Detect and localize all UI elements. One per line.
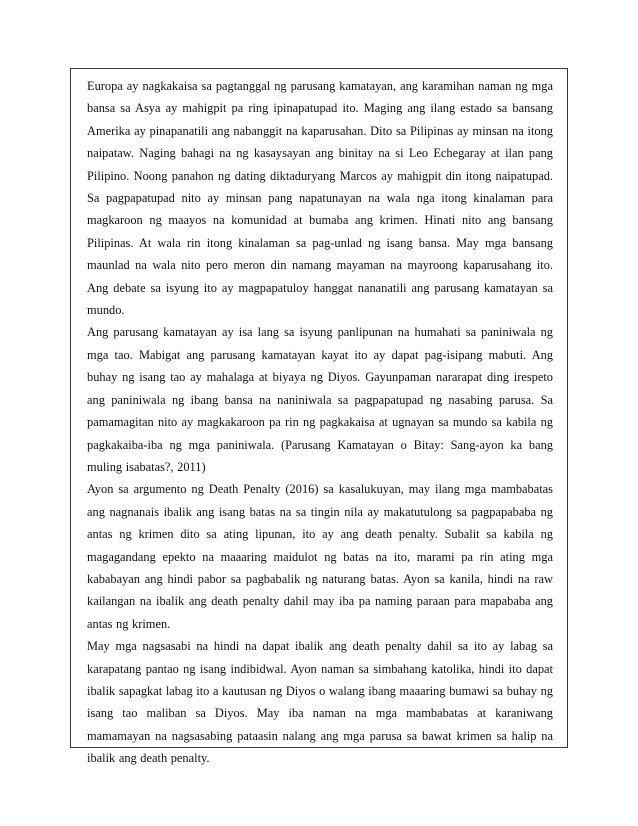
paragraph-4: May mga nagsasabi na hindi na dapat ibalik ang death penalty dahil sa ito ay labag sa karapatang pantao ng isang indibidwal. Ayon naman sa simbahang katolika, hindi ito dapat ibalik sapagkat labag ito a kautusan ng Diyos o walang ibang maaaring bumawi sa buhay ng isang tao maliban sa Diyos. May iba naman na mga mambabatas at karaniwang mamamayan na nagsasabing pataasin nalang ang mga parusa sa bawat krimen sa halip na ibalik ang death penalty. (87, 639, 553, 766)
document-page (70, 68, 568, 766)
paragraph-1: Europa ay nagkakaisa sa pagtanggal ng parusang kamatayan, ang karamihan naman ng mga bansa sa Asya ay mahigpit pa ring ipinapatupad ito. Maging ang ilang estado sa bansang Amerika ay pinapanatili ang nabanggit na kaparusahan. Dito sa Pilipinas ay minsan na itong naipataw. Naging bahagi na ng kasaysayan ang binitay na si Leo Echegaray at ilan pang Pilipino. Noong panahon ng dating diktaduryang Marcos ay mahigpit din itong naipatupad. Sa pagpapatupad nito ay minsan pang napatunayan na wala nga itong kinalaman para magkaroon ng maayos na komunidad at bumaba ang krimen. Hinati nito ang bansang Pilipinas. At wala rin itong kinalaman sa pag-unlad ng isang bansa. May mga bansang maunlad na wala nito pero meron din namang mayaman na mayroong kaparusahang ito. Ang debate sa isyung ito ay magpapatuloy hanggat nananatili ang parusang kamatayan sa mundo. (87, 79, 553, 318)
paragraph-2: Ang parusang kamatayan ay isa lang sa isyung panlipunan na humahati sa paniniwala ng mga tao. Mabigat ang parusang kamatayan kayat ito ay dapat pag-isipang mabuti. Ang buhay ng isang tao ay mahalaga at biyaya ng Diyos. Gayunpaman nararapat ding irespeto ang paniniwala ng ibang bansa na naniniwala sa pagpapatupad ng nasabing parusa. Sa pamamagitan nito ay magkakaroon pa rin ng pagkakaisa at ugnayan sa mundo sa kabila ng pagkakaiba-iba ng mga paniniwala. (Parusang Kamatayan o Bitay: Sang-ayon ka bang muling isabatas?, 2011) (87, 325, 553, 474)
paragraph-3: Ayon sa argumento ng Death Penalty (2016) sa kasalukuyan, may ilang mga mambabatas ang nagnanais ibalik ang isang batas na sa tingin nila ay makatutulong sa pagpapababa ng antas ng krimen dito sa ating lipunan, ito ay ang death penalty. Subalit sa kabila ng magagandang epekto na maaaring maidulot ng batas na ito, marami pa rin ating mga kababayan ang hindi pabor sa pagbabalik ng naturang batas. Ayon sa kanila, hindi na raw kailangan na ibalik ang death penalty dahil may iba pa naming paraan para mapababa ang antas ng krimen. (87, 482, 553, 631)
